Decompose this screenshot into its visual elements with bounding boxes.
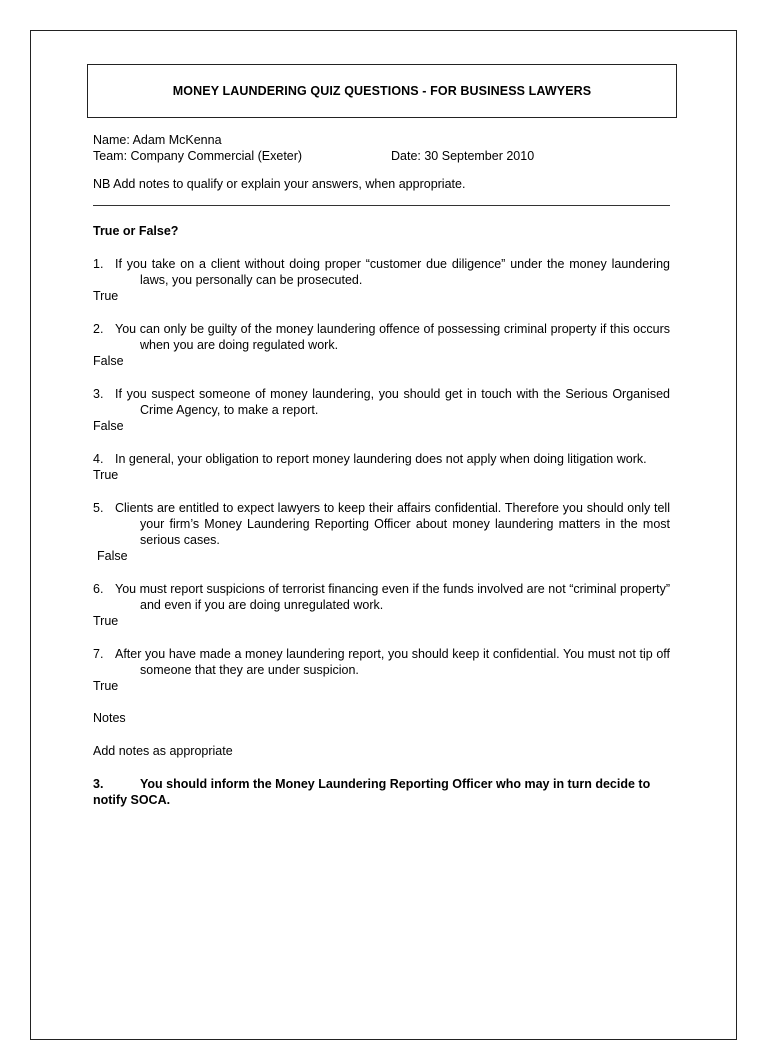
question-answer: False [97,549,128,563]
question-item [93,646,670,694]
question-number: 3. [93,387,104,401]
answer-note [93,776,670,808]
question-text: If you suspect someone of money laundering, you should get in touch with the Serious Organised Crime Agency, to make a report. [115,387,670,417]
question-number: 4. [93,452,104,466]
question-text: You can only be guilty of the money laundering offence of possessing criminal property if this occurs when you are doing regulated work. [115,322,670,352]
question-answer: False [93,419,124,433]
document-title: MONEY LAUNDERING QUIZ QUESTIONS - FOR BUSINESS LAWYERS [87,64,677,118]
team-line: Team: Company Commercial (Exeter) [93,149,303,163]
notes-instruction: Add notes as appropriate [93,744,233,758]
team-date-row [93,148,670,164]
question-answer: True [93,289,119,303]
question-item [93,581,670,629]
question-item [93,386,670,434]
question-item [93,256,670,304]
question-text: You must report suspicions of terrorist financing even if the funds involved are not “criminal property” and even if you are doing unregulated work. [115,582,670,612]
section-heading: True or False? [93,224,179,238]
notes-label: Notes [93,711,126,725]
question-number: 5. [93,501,104,515]
answer-note-number: 3. [93,777,104,791]
name-line: Name: Adam McKenna [93,133,222,147]
question-answer: False [93,354,124,368]
question-number: 1. [93,257,104,271]
horizontal-divider [93,205,670,206]
nb-instruction: NB Add notes to qualify or explain your answers, when appropriate. [93,177,466,191]
question-text: In general, your obligation to report money laundering does not apply when doing litigation work. [115,452,647,466]
question-item [93,500,670,564]
question-item [93,451,670,483]
date-line: Date: 30 September 2010 [391,149,535,163]
question-number: 7. [93,647,104,661]
document-body [93,132,670,808]
question-text: Clients are entitled to expect lawyers to keep their affairs confidential. Therefore you should only tell your firm’s Money Laundering Reporting Officer about money laundering matters in the most serious cases. [115,501,670,547]
question-answer: True [93,679,119,693]
answer-note-text: You should inform the Money Laundering Reporting Officer who may in turn decide to notify SOCA. [93,777,651,807]
question-number: 6. [93,582,104,596]
question-answer: True [93,468,119,482]
question-item [93,321,670,369]
question-text: After you have made a money laundering report, you should keep it confidential. You must not tip off someone that they are under suspicion. [115,647,670,677]
question-text: If you take on a client without doing proper “customer due diligence” under the money laundering laws, you personally can be prosecuted. [115,257,670,287]
question-answer: True [93,614,119,628]
question-number: 2. [93,322,104,336]
